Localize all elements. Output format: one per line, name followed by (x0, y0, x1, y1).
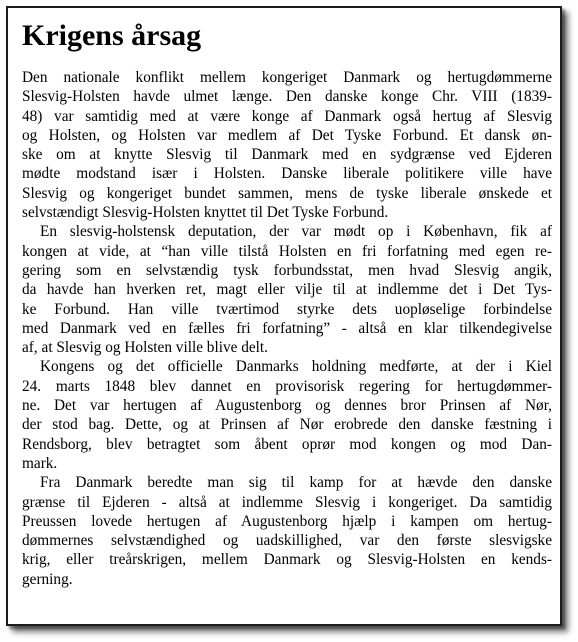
text-line: Rendsborg, blev betragtet som åbent oprør mod kongen og mod Dan- (22, 435, 552, 453)
text-line: Fra Danmark beredte man sig til kamp for at hævde den danske (40, 474, 552, 492)
text-line: En slesvig-holstensk deputation, der var mødt op i København, fik af (40, 223, 552, 241)
text-line: gering som en selvstændig tysk forbundsstat, men hvad Slesvig angik, (22, 261, 552, 279)
paragraph-3 (22, 357, 552, 473)
article-body (22, 68, 552, 589)
text-line: af, at Slesvig og Holsten ville blive delt. (22, 339, 268, 357)
text-line: mark. (22, 454, 58, 472)
text-line: da havde han hverken ret, magt eller vilje til at indlemme det i Det Tys- (22, 281, 552, 299)
text-line: med Danmark ved en fælles fri forfatning” - altså en klar tilkendegivelse (22, 319, 552, 337)
text-line: og Holsten, og Holsten var medlem af Det Tyske Forbund. Et dansk øn- (22, 126, 552, 144)
text-line: 48) var samtidig med at være konge af Danmark også hertug af Slesvig (22, 107, 552, 125)
text-line: dømmernes selvstændighed og uadskillighed, var den første slesvigske (22, 532, 552, 550)
text-line: selvstændigt Slesvig-Holsten knyttet til Det Tyske Forbund. (22, 204, 389, 222)
paragraph-1 (22, 68, 552, 222)
text-line: grænse til Ejderen - altså at indlemme Slesvig i kongeriget. Da samtidig (22, 493, 552, 511)
text-line: der stod bag. Dette, og at Prinsen af Nør erobrede den danske fæstning i (22, 416, 552, 434)
article-title: Krigens årsag (22, 19, 202, 52)
text-line: ne. Det var hertugen af Augustenborg og dennes bror Prinsen af Nør, (22, 397, 552, 415)
text-line: Den nationale konflikt mellem kongeriget Danmark og hertugdømmerne (22, 69, 552, 86)
text-line: Preussen lovede hertugen af Augustenborg hjælp i kampen om hertug- (22, 512, 552, 530)
article-box (6, 6, 562, 626)
text-line: mødte modstand især i Holsten. Danske liberale politikere ville have (22, 165, 552, 183)
text-line: gerning. (22, 570, 73, 588)
text-line: ke Forbund. Han ville tværtimod styrke dets uopløselige forbindelse (22, 300, 552, 318)
text-line: kongen at vide, at “han ville tilstå Holsten en fri forfatning med egen re- (22, 242, 552, 260)
text-line: Slesvig og kongeriget bundet sammen, mens de tyske liberale ønskede et (22, 184, 552, 202)
paragraph-2 (22, 222, 552, 357)
text-line: 24. marts 1848 blev dannet en provisorisk regering for hertugdømmer- (22, 377, 552, 395)
text-line: krig, eller treårskrigen, mellem Danmark og Slesvig-Holsten en kends- (22, 551, 552, 569)
text-line: Slesvig-Holsten havde ulmet længe. Den danske konge Chr. VIII (1839- (22, 88, 552, 106)
text-line: ske om at knytte Slesvig til Danmark med en sydgrænse ved Ejderen (22, 146, 552, 164)
text-line: Kongens og det officielle Danmarks holdning medførte, at der i Kiel (40, 358, 552, 376)
paragraph-4 (22, 473, 552, 589)
